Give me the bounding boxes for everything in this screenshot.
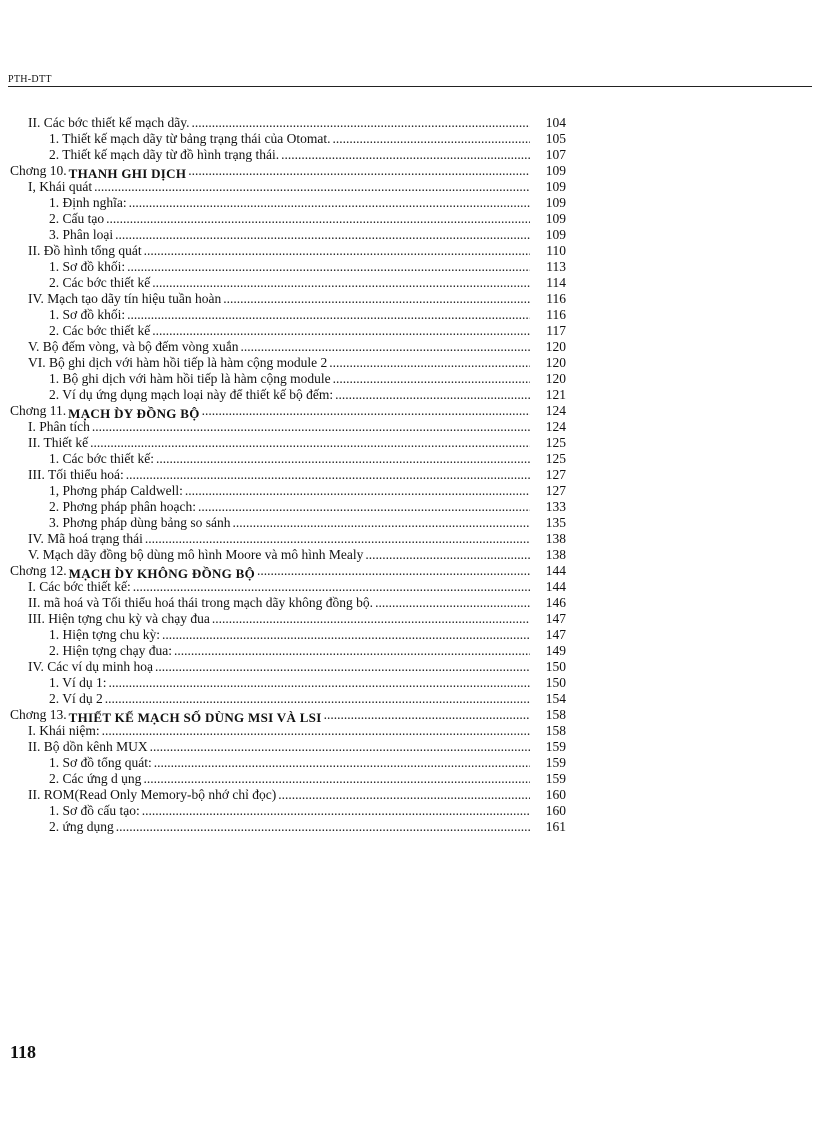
toc-page-number: 154 — [545, 691, 566, 706]
toc-entry-label: 1. Sơ đồ cấu tạo: — [49, 803, 140, 818]
toc-chapter-row[interactable] — [10, 403, 566, 419]
toc-page-number: 144 — [545, 563, 566, 578]
dot-leader — [240, 339, 530, 355]
toc-page-number: 160 — [545, 803, 566, 818]
toc-chapter-title: MẠCH D̀Y ĐỒNG BỘ — [68, 406, 200, 421]
toc-page-number: 147 — [545, 627, 566, 642]
toc-page-number: 109 — [545, 211, 566, 226]
toc-page-number: 161 — [545, 819, 566, 834]
dot-leader — [129, 195, 530, 211]
toc-entry-row[interactable] — [10, 147, 566, 163]
toc-entry-label: 1. Bộ ghi dịch với hàm hồi tiếp là hàm cộng module — [49, 371, 331, 386]
dot-leader — [281, 147, 530, 163]
toc-entry-label: 2. Hiện tợng chạy đua: — [49, 643, 172, 658]
toc-entry-label: 1. Thiết kế mạch dãy từ bảng trạng thái của Otomat. — [49, 131, 331, 146]
toc-entry-label: IV. Mạch tạo dãy tín hiệu tuần hoàn — [28, 291, 222, 306]
dot-leader — [375, 595, 530, 611]
dot-leader — [202, 403, 530, 419]
toc-page-number: 114 — [546, 275, 566, 290]
dot-leader — [324, 707, 530, 723]
toc-entry-row[interactable] — [10, 179, 566, 195]
toc-entry-row[interactable] — [10, 195, 566, 211]
toc-entry-label: 1. Sơ đồ khối: — [49, 307, 126, 322]
toc-page-number: 120 — [545, 355, 566, 370]
dot-leader — [188, 163, 530, 179]
toc-entry-row[interactable] — [10, 339, 566, 355]
toc-page-number: 138 — [545, 547, 566, 562]
dot-leader — [329, 355, 530, 371]
dot-leader — [144, 243, 530, 259]
dot-leader — [127, 259, 530, 275]
toc-entry-row[interactable] — [10, 243, 566, 259]
toc-entry-label: I. Khái niệm: — [28, 723, 100, 738]
toc-page-number: 127 — [545, 467, 566, 482]
toc-entry-label: I, Khái quát — [28, 179, 93, 194]
toc-page-number: 117 — [546, 323, 566, 338]
dot-leader — [102, 723, 530, 739]
dot-leader — [174, 643, 530, 659]
toc-entry-label: II. mã hoá và Tối thiểu hoá thái trong mạch dãy không đồng bộ. — [28, 595, 374, 610]
dot-leader — [154, 755, 530, 771]
toc-entry-row[interactable] — [10, 307, 566, 323]
toc-page-number: 159 — [545, 771, 566, 786]
toc-entry-row[interactable] — [10, 595, 566, 611]
toc-page-number: 110 — [546, 243, 566, 258]
toc-entry-label: I. Phân tích — [28, 419, 90, 434]
toc-entry-label: 1, Phơng pháp Caldwell: — [49, 483, 183, 498]
toc-page-number: 121 — [545, 387, 566, 402]
toc-entry-row[interactable] — [10, 579, 566, 595]
toc-page-number: 158 — [545, 723, 566, 738]
toc-entry-row[interactable] — [10, 691, 566, 707]
toc-entry-label: 2. Ví dụ 2 — [49, 691, 103, 706]
dot-leader — [115, 227, 530, 243]
toc-entry-label: Chơng 12. — [10, 563, 67, 578]
dot-leader — [185, 483, 530, 499]
toc-page-number: 135 — [545, 515, 566, 530]
toc-page-number: 149 — [545, 643, 566, 658]
toc-page-number: 144 — [545, 579, 566, 594]
toc-chapter-title: THANH GHI DỊCH — [68, 166, 187, 181]
toc-entry-row[interactable] — [10, 435, 566, 451]
toc-entry-row[interactable] — [10, 803, 566, 819]
toc-entry-label: III. Hiện tợng chu kỳ và chạy đua — [28, 611, 210, 626]
toc-entry-label: II. Đồ hình tổng quát — [28, 243, 142, 258]
toc-entry-label: 1. Hiện tợng chu kỳ: — [49, 627, 160, 642]
dot-leader — [155, 659, 530, 675]
toc-entry-row[interactable] — [10, 451, 566, 467]
toc-page-number: 120 — [545, 339, 566, 354]
dot-leader — [106, 211, 530, 227]
toc-entry-row[interactable] — [10, 211, 566, 227]
toc-entry-row[interactable] — [10, 291, 566, 307]
toc-entry-row[interactable] — [10, 371, 566, 387]
toc-entry-row[interactable] — [10, 531, 566, 547]
toc-entry-row[interactable] — [10, 323, 566, 339]
toc-entry-row[interactable] — [10, 755, 566, 771]
dot-leader — [105, 691, 530, 707]
toc-entry-label: Chơng 13. — [10, 707, 67, 722]
toc-entry-row[interactable] — [10, 739, 566, 755]
toc-entry-row[interactable] — [10, 723, 566, 739]
toc-entry-row[interactable] — [10, 787, 566, 803]
toc-page-number: 125 — [545, 435, 566, 450]
dot-leader — [152, 275, 530, 291]
toc-entry-label: 2. ứng dụng — [49, 819, 114, 834]
dot-leader — [156, 451, 530, 467]
toc-entry-row[interactable] — [10, 515, 566, 531]
toc-chapter-row[interactable] — [10, 163, 566, 179]
dot-leader — [109, 675, 530, 691]
toc-page-number: 109 — [545, 179, 566, 194]
toc-page-number: 159 — [545, 739, 566, 754]
toc-chapter-row[interactable] — [10, 563, 566, 579]
dot-leader — [92, 419, 530, 435]
dot-leader — [90, 435, 530, 451]
dot-leader — [152, 323, 530, 339]
toc-page-number: 113 — [546, 259, 566, 274]
toc-entry-row[interactable] — [10, 467, 566, 483]
toc-entry-label: II. Bộ dồn kênh MUX — [28, 739, 148, 754]
toc-entry-row[interactable] — [10, 499, 566, 515]
toc-page-number: 124 — [545, 419, 566, 434]
toc-entry-label: II. ROM(Read Only Memory-bộ nhớ chỉ đọc) — [28, 787, 277, 802]
dot-leader — [212, 611, 530, 627]
toc-page-number: 160 — [545, 787, 566, 802]
toc-entry-row[interactable] — [10, 771, 566, 787]
header-rule — [8, 86, 812, 87]
dot-leader — [333, 371, 530, 387]
toc-page-number: 105 — [545, 131, 566, 146]
table-of-contents — [10, 115, 566, 835]
dot-leader — [223, 291, 530, 307]
dot-leader — [198, 499, 530, 515]
dot-leader — [365, 547, 530, 563]
toc-entry-label: V. Mạch dãy đồng bộ dùng mô hình Moore và mô hình Mealy — [28, 547, 364, 562]
dot-leader — [127, 307, 530, 323]
toc-page-number: 109 — [545, 163, 566, 178]
toc-entry-label: V. Bộ đếm vòng, và bộ đếm vòng xuắn — [28, 339, 239, 354]
toc-entry-label: II. Thiết kế — [28, 435, 89, 450]
toc-entry-row[interactable] — [10, 643, 566, 659]
toc-entry-row[interactable] — [10, 611, 566, 627]
toc-entry-label: 3. Phơng pháp dùng bảng so sánh — [49, 515, 231, 530]
toc-entry-label: 2. Các bớc thiết kế — [49, 323, 151, 338]
toc-entry-row[interactable] — [10, 355, 566, 371]
toc-entry-row[interactable] — [10, 819, 566, 835]
toc-entry-label: 2. Thiết kế mạch dãy từ đồ hình trạng thái. — [49, 147, 280, 162]
toc-entry-label: IV. Mã hoá trạng thái — [28, 531, 143, 546]
toc-entry-label: 2. Phơng pháp phân hoạch: — [49, 499, 196, 514]
toc-page-number: 124 — [545, 403, 566, 418]
dot-leader — [94, 179, 530, 195]
toc-entry-row[interactable] — [10, 547, 566, 563]
toc-page-number: 104 — [545, 115, 566, 130]
dot-leader — [278, 787, 530, 803]
running-header: PTH-DTT — [8, 74, 52, 85]
toc-entry-row[interactable] — [10, 275, 566, 291]
toc-entry-label: Chơng 11. — [10, 403, 67, 418]
toc-entry-row[interactable] — [10, 387, 566, 403]
toc-entry-label: VI. Bộ ghi dịch với hàm hồi tiếp là hàm cộng module 2 — [28, 355, 328, 370]
toc-entry-label: 2. Ví dụ ứng dụng mạch loại này để thiết kế bộ đếm: — [49, 387, 334, 402]
dot-leader — [143, 771, 530, 787]
toc-chapter-title: THIẾT KẾ MẠCH SỐ DÙNG MSI VÀ LSI — [68, 710, 322, 725]
dot-leader — [162, 627, 530, 643]
page-number: 118 — [10, 1042, 37, 1062]
toc-page-number: 116 — [546, 307, 566, 322]
toc-page-number: 116 — [546, 291, 566, 306]
toc-entry-row[interactable] — [10, 131, 566, 147]
toc-entry-row[interactable] — [10, 675, 566, 691]
toc-entry-label: II. Các bớc thiết kế mạch dãy. — [28, 115, 190, 130]
toc-entry-label: Chơng 10. — [10, 163, 67, 178]
toc-page-number: 125 — [545, 451, 566, 466]
dot-leader — [335, 387, 530, 403]
dot-leader — [126, 467, 530, 483]
toc-page-number: 120 — [545, 371, 566, 386]
toc-page-number: 133 — [545, 499, 566, 514]
toc-entry-label: 1. Ví dụ 1: — [49, 675, 107, 690]
toc-page-number: 150 — [545, 659, 566, 674]
toc-entry-label: 3. Phân loại — [49, 227, 114, 242]
toc-entry-label: 2. Các bớc thiết kế — [49, 275, 151, 290]
toc-entry-row[interactable] — [10, 659, 566, 675]
toc-entry-label: III. Tối thiểu hoá: — [28, 467, 124, 482]
toc-entry-label: 2. Cấu tạo — [49, 211, 105, 226]
toc-entry-row[interactable] — [10, 115, 566, 131]
toc-page-number: 107 — [545, 147, 566, 162]
toc-page-number: 158 — [545, 707, 566, 722]
toc-entry-label: 1. Sơ đồ tổng quát: — [49, 755, 152, 770]
toc-entry-label: 1. Định nghĩa: — [49, 195, 127, 210]
dot-leader — [150, 739, 530, 755]
toc-chapter-title: MẠCH D̀Y KHÔNG ĐỒNG BỘ — [68, 566, 256, 581]
toc-entry-row[interactable] — [10, 483, 566, 499]
toc-page-number: 159 — [545, 755, 566, 770]
toc-page-number: 138 — [545, 531, 566, 546]
toc-page-number: 109 — [545, 227, 566, 242]
dot-leader — [116, 819, 530, 835]
dot-leader — [142, 803, 530, 819]
dot-leader — [257, 563, 530, 579]
dot-leader — [145, 531, 530, 547]
toc-entry-label: 1. Sơ đồ khối: — [49, 259, 126, 274]
toc-page-number: 147 — [545, 611, 566, 626]
toc-entry-label: IV. Các ví dụ minh hoạ — [28, 659, 153, 674]
dot-leader — [191, 115, 530, 131]
toc-page-number: 146 — [545, 595, 566, 610]
toc-entry-row[interactable] — [10, 627, 566, 643]
toc-page-number: 150 — [545, 675, 566, 690]
toc-chapter-row[interactable] — [10, 707, 566, 723]
toc-entry-label: 1. Các bớc thiết kế: — [49, 451, 154, 466]
dot-leader — [133, 579, 530, 595]
dot-leader — [233, 515, 530, 531]
toc-entry-label: 2. Các ứng d ụng — [49, 771, 142, 786]
dot-leader — [332, 131, 530, 147]
toc-entry-row[interactable] — [10, 419, 566, 435]
toc-entry-label: I. Các bớc thiết kế: — [28, 579, 131, 594]
toc-page-number: 127 — [545, 483, 566, 498]
toc-entry-row[interactable] — [10, 259, 566, 275]
toc-entry-row[interactable] — [10, 227, 566, 243]
toc-page-number: 109 — [545, 195, 566, 210]
